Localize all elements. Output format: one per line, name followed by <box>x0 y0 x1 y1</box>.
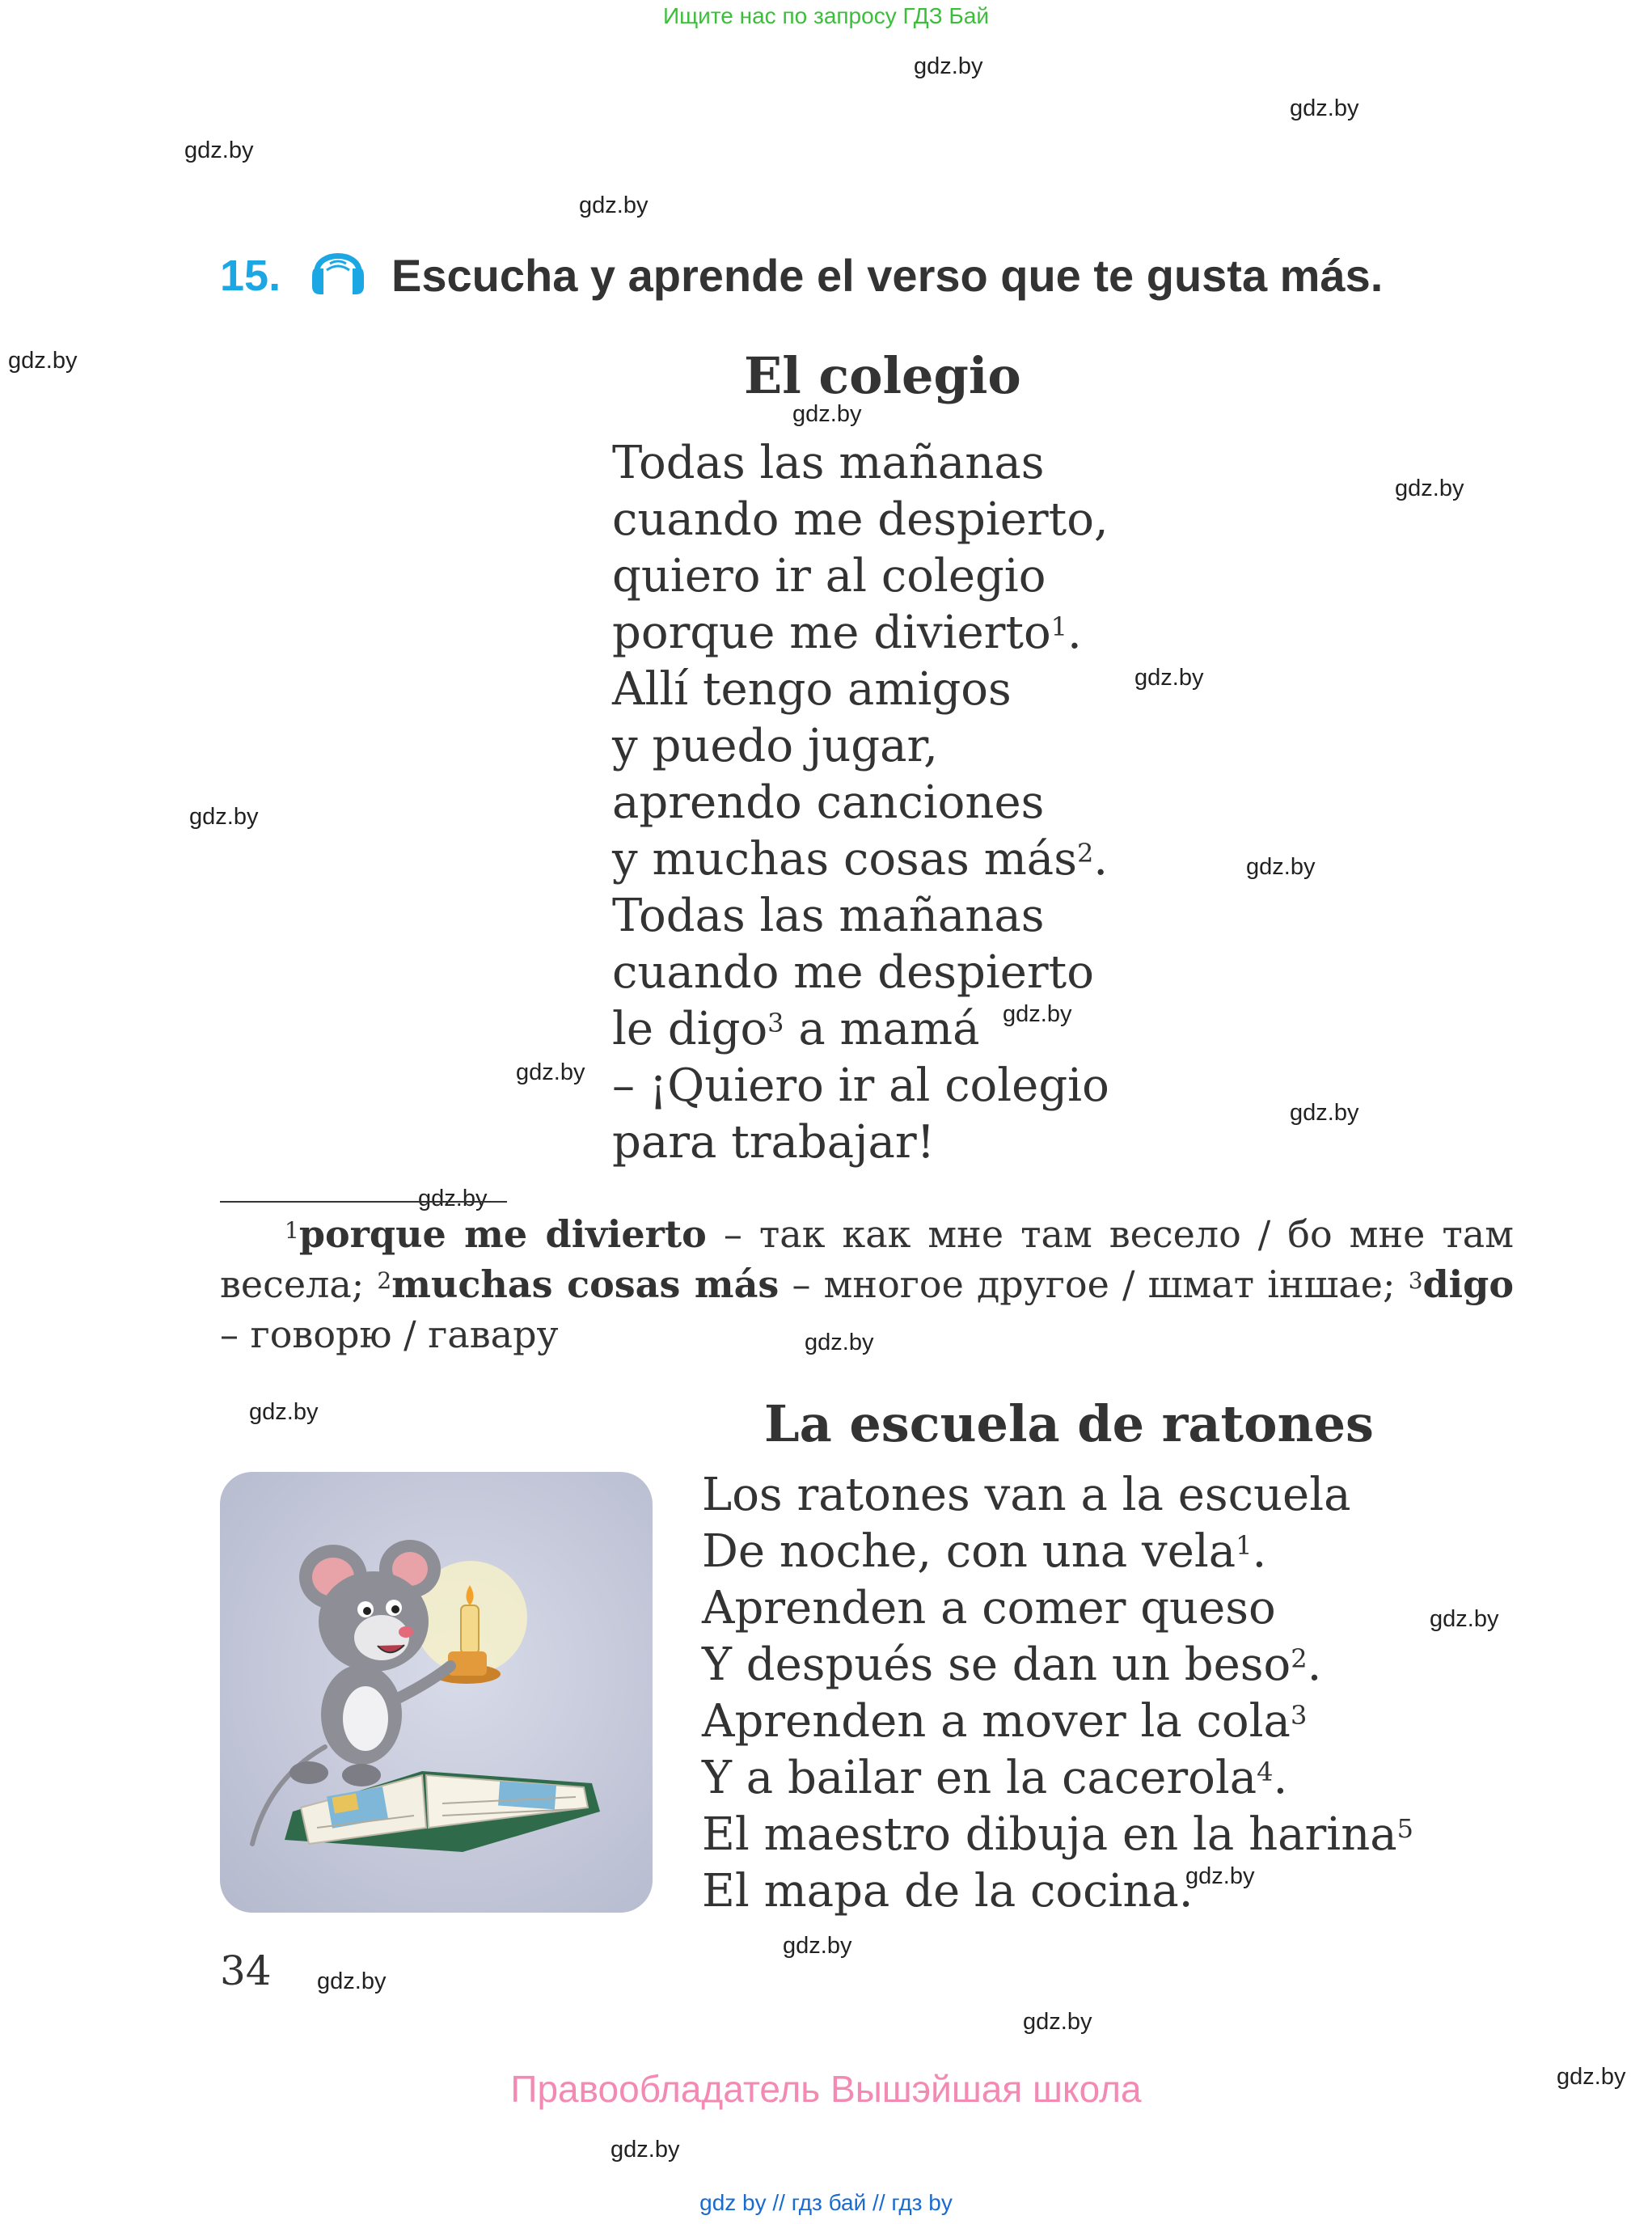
footnote-mark: 2 <box>1291 1643 1308 1674</box>
poem-el-colegio <box>612 435 1109 1171</box>
watermark: gdz.by <box>184 137 254 163</box>
footnote-mark: 2 <box>1076 838 1094 869</box>
watermark: gdz.by <box>1395 476 1464 501</box>
bottom-links[interactable]: gdz by // гдз бай // гдз by <box>699 2190 953 2215</box>
verse-line: cuando me despierto <box>612 946 1094 999</box>
page-number: 34 <box>220 1947 272 1994</box>
watermark: gdz.by <box>805 1330 874 1355</box>
exercise-title: Escucha y aprende el verso que te gusta más. <box>391 250 1384 301</box>
verse-line: cuando me despierto, <box>612 493 1109 546</box>
copyright-notice: Правообладатель Вышэйшая школа <box>510 2068 1142 2110</box>
verse-line: El mapa de la cocina. <box>702 1865 1194 1917</box>
watermark: gdz.by <box>1003 1001 1072 1027</box>
verse-line: para trabajar! <box>612 1116 936 1169</box>
verse-line: Todas las mañanas <box>612 890 1045 942</box>
verse-line: Todas las mañanas <box>612 437 1045 489</box>
watermark: gdz.by <box>1023 2009 1092 2035</box>
verse-line: Los ratones van a la escuela <box>702 1469 1351 1521</box>
watermark: gdz.by <box>579 192 649 218</box>
verse-line: Y a bailar en la cacerola$^4$. <box>702 1752 1288 1804</box>
footnote-mark: 3 <box>767 1008 784 1038</box>
footnote-mark: 4 <box>1257 1757 1274 1787</box>
poem-title-la-escuela-de-ratones: La escuela de ratones <box>764 1394 1374 1453</box>
watermark: gdz.by <box>1185 1863 1255 1889</box>
watermark: gdz.by <box>914 53 983 79</box>
watermark: gdz.by <box>8 348 78 374</box>
watermark: gdz.by <box>1290 95 1359 121</box>
watermark: gdz.by <box>783 1933 852 1959</box>
watermark: gdz.by <box>249 1399 319 1425</box>
watermark: gdz.by <box>418 1186 488 1211</box>
footnote-mark: 1 <box>1236 1530 1253 1561</box>
verse-line: le digo$^3$ a mamá <box>612 1003 980 1055</box>
poem-la-escuela-de-ratones <box>702 1467 1413 1920</box>
exercise-number: 15. <box>220 252 281 300</box>
verse-line: Aprenden a mover la cola$^3$ <box>702 1695 1308 1748</box>
watermark: gdz.by <box>1557 2064 1626 2090</box>
footnotes: $^1$porque me divierto – так как мне там весело / бо мне там весела; $^2$muchas cosas más – многое другое / шмат іншае; $^3$digo – говорю / гавару <box>220 1212 1515 1356</box>
verse-line: De noche, con una vela$^1$. <box>702 1525 1267 1578</box>
verse-line: quiero ir al colegio <box>612 550 1046 603</box>
footnote-mark: 5 <box>1396 1813 1414 1844</box>
watermark: gdz.by <box>1290 1100 1359 1126</box>
verse-line: – ¡Quiero ir al colegio <box>612 1059 1109 1112</box>
verse-line: porque me divierto$^1$. <box>612 607 1082 659</box>
watermark: gdz.by <box>189 804 259 830</box>
verse-line: y muchas cosas más$^2$. <box>612 833 1109 886</box>
verse-line: Aprenden a comer queso <box>702 1582 1276 1634</box>
top-banner[interactable]: Ищите нас по запросу ГДЗ Бай <box>662 3 990 28</box>
mouse-reading-book-illustration <box>220 1472 653 1913</box>
watermark: gdz.by <box>1246 854 1316 880</box>
verse-line: Allí tengo amigos <box>612 663 1012 716</box>
watermark: gdz.by <box>611 2137 680 2163</box>
verse-line: El maestro dibuja en la harina$^5$ <box>702 1808 1414 1861</box>
verse-line: aprendo canciones <box>612 776 1045 829</box>
watermark: gdz.by <box>1134 665 1204 691</box>
footnote-divider <box>220 1201 507 1203</box>
verse-line: y puedo jugar, <box>612 720 938 772</box>
poem-title-el-colegio: El colegio <box>744 346 1021 405</box>
watermark: gdz.by <box>317 1968 387 1994</box>
watermark: gdz.by <box>516 1059 585 1085</box>
watermark: gdz.by <box>792 401 862 427</box>
headphones-icon[interactable] <box>309 236 367 301</box>
watermark: gdz.by <box>1430 1606 1499 1632</box>
footnote-mark: 3 <box>1290 1700 1308 1731</box>
footnote-mark: 1 <box>1050 611 1068 642</box>
verse-line: Y después se dan un beso$^2$. <box>702 1638 1322 1691</box>
